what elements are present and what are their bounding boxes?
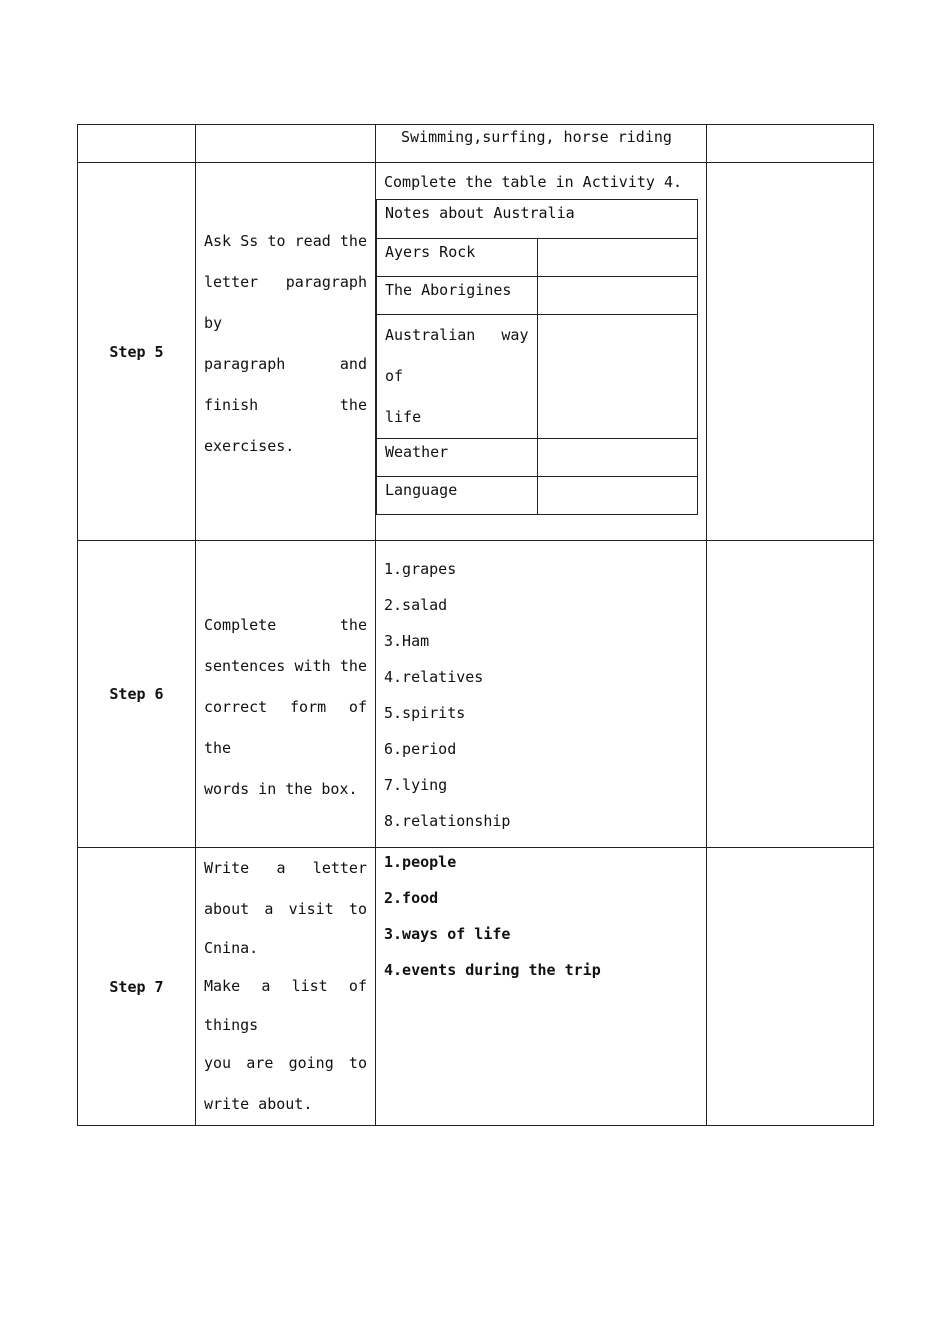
answer-item: 4.relatives: [384, 668, 484, 686]
answer-item: 6.period: [384, 740, 457, 758]
instruction-line: Ask Ss to read the: [204, 232, 367, 250]
notes-row-label: The Aborigines: [377, 277, 538, 315]
answer-item: 5.spirits: [384, 704, 466, 722]
notes-table: [376, 199, 698, 515]
instruction-line: words in the box.: [204, 780, 358, 798]
notes-cell: [707, 848, 874, 1126]
answer-item: 3.ways of life: [384, 925, 511, 943]
answer-item: 2.food: [384, 889, 439, 907]
table-row: [78, 125, 874, 163]
activity-cell: [376, 125, 707, 163]
instruction-line: Complete the: [204, 616, 367, 634]
instruction-cell: [196, 125, 376, 163]
instruction-line: sentences with the: [204, 657, 367, 675]
instruction-line: correct form of the: [204, 698, 367, 757]
table-row: [78, 848, 874, 1126]
lesson-plan-table: [77, 124, 874, 1126]
instruction-line: finish the: [204, 396, 367, 414]
instruction-line: paragraph and: [204, 355, 367, 373]
notes-cell: [707, 541, 874, 848]
step-label: Step 5: [78, 163, 196, 541]
instruction-line: Write a letter: [204, 859, 367, 877]
instruction-cell: [196, 163, 376, 541]
activity-cell: [376, 541, 707, 848]
answer-item: 8.relationship: [384, 812, 511, 830]
notes-row-label: Ayers Rock: [377, 239, 538, 277]
answer-item: 4.events during the trip: [384, 961, 601, 979]
table-row: [78, 541, 874, 848]
notes-cell: [707, 125, 874, 163]
instruction-line: you are going to: [204, 1054, 367, 1072]
answer-item: 2.salad: [384, 596, 448, 614]
notes-row-label: [377, 315, 538, 439]
instruction-cell: [196, 541, 376, 848]
instruction-line: Make a list of: [204, 977, 367, 995]
notes-row-value: [537, 477, 698, 515]
notes-row-label: Language: [377, 477, 538, 515]
notes-cell: [707, 163, 874, 541]
answer-item: 1.grapes: [384, 560, 457, 578]
instruction-line: about a visit to: [204, 900, 367, 918]
table-row: [78, 163, 874, 541]
instruction-line: exercises.: [204, 437, 295, 455]
instruction-line: letter paragraph by: [204, 273, 367, 332]
step-label: Step 6: [78, 541, 196, 848]
answer-item: 7.lying: [384, 776, 448, 794]
step-label: Step 7: [78, 848, 196, 1126]
activities-text: Swimming,surfing, horse riding: [401, 128, 672, 146]
task-text: Complete the table in Activity 4.: [384, 173, 683, 191]
notes-row-label: Weather: [377, 439, 538, 477]
notes-title: Notes about Australia: [377, 200, 698, 239]
answer-item: 1.people: [384, 853, 457, 871]
notes-row-label-line: Australian way of: [385, 326, 529, 385]
notes-row-value: [537, 315, 698, 439]
instruction-line: write about.: [204, 1095, 313, 1113]
answer-item: 3.Ham: [384, 632, 430, 650]
instruction-line: Cnina.: [204, 939, 259, 957]
notes-row-value: [537, 277, 698, 315]
notes-row-label-line: life: [385, 408, 422, 426]
instruction-line: things: [204, 1016, 259, 1034]
activity-cell: [376, 848, 707, 1126]
instruction-cell: [196, 848, 376, 1126]
step-cell: [78, 125, 196, 163]
notes-row-value: [537, 439, 698, 477]
notes-row-value: [537, 239, 698, 277]
activity-cell: [376, 163, 707, 541]
